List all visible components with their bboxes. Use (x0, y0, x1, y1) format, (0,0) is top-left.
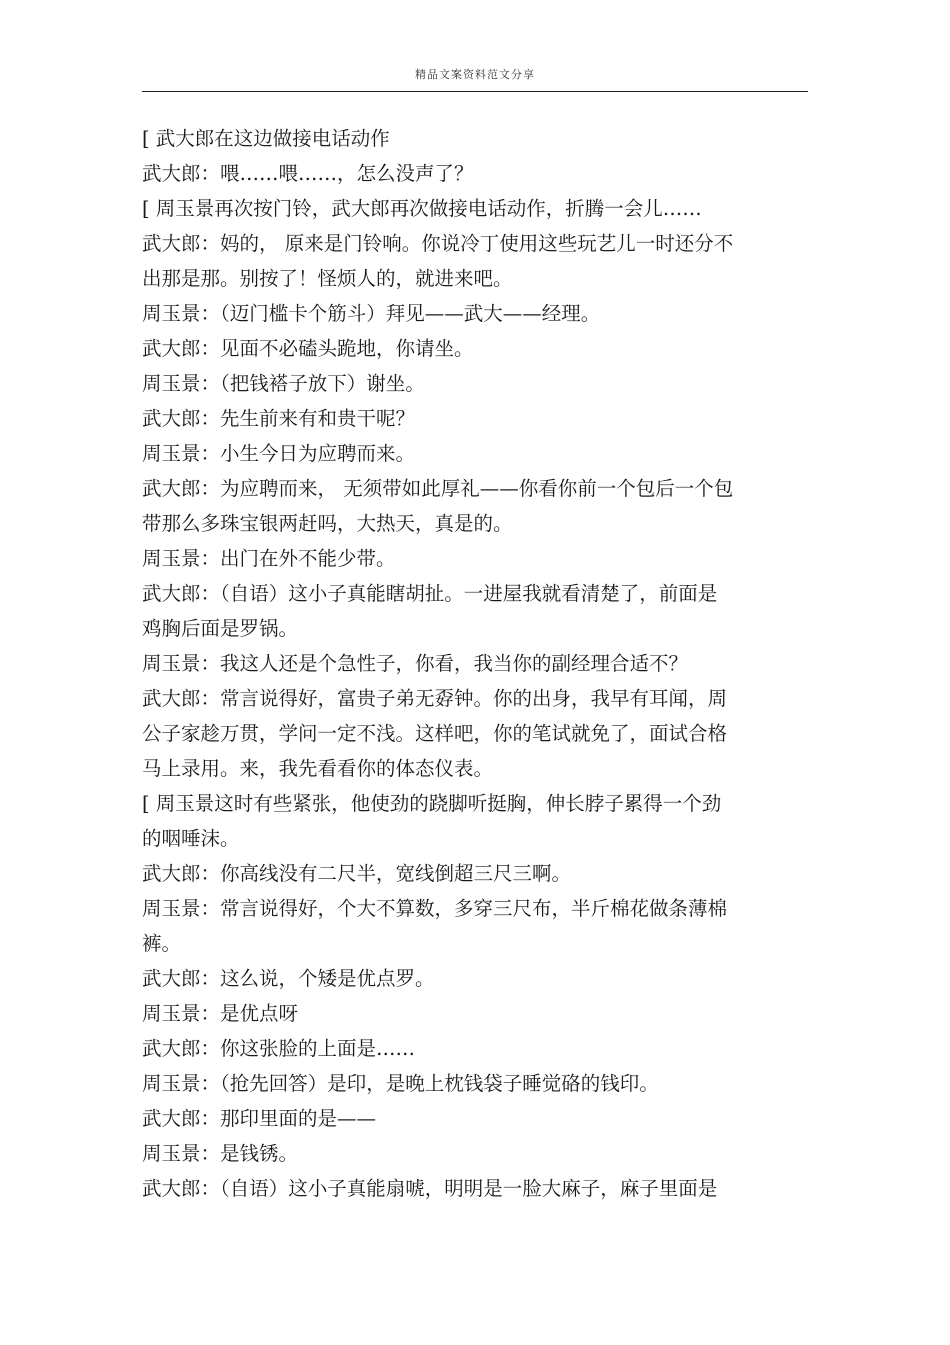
text-line: 周玉景：出门在外不能少带。 (142, 547, 396, 570)
text-line: 武大郎：见面不必磕头跪地，你请坐。 (142, 337, 474, 360)
text-line: 周玉景：我这人还是个急性子，你看，我当你的副经理合适不？ (142, 652, 689, 675)
text-line: 武大郎：这么说，个矮是优点罗。 (142, 967, 435, 990)
text-line: 武大郎：为应聘而来， 无须带如此厚礼——你看你前一个包后一个包 (142, 477, 734, 500)
text-line: 公子家趁万贯，学问一定不浅。这样吧，你的笔试就免了，面试合格 (142, 722, 728, 745)
text-line: 武大郎：（自语）这小子真能扇唬，明明是一脸大麻子，麻子里面是 (142, 1177, 718, 1200)
text-line: 鸡胸后面是罗锅。 (142, 617, 299, 640)
text-line: 周玉景：常言说得好，个大不算数，多穿三尺布，半斤棉花做条薄棉 (142, 897, 728, 920)
text-line: 周玉景：是钱锈。 (142, 1142, 299, 1165)
text-line: 周玉景：（迈门槛卡个筋斗）拜见——武大——经理。 (142, 302, 601, 325)
text-line: 裤。 (142, 932, 182, 955)
text-line: 周玉景：（抢先回答）是印，是晚上枕钱袋子睡觉硌的钱印。 (142, 1072, 659, 1095)
text-line: 武大郎：先生前来有和贵干呢？ (142, 407, 416, 430)
header-divider (142, 91, 808, 92)
text-line: [ 周玉景再次按门铃，武大郎再次做接电话动作，折腾一会儿…… (142, 197, 702, 220)
text-line: 周玉景：（把钱褡子放下）谢坐。 (142, 372, 425, 395)
text-line: 武大郎：那印里面的是—— (142, 1107, 377, 1130)
text-line: 出那是那。别按了！怪烦人的，就进来吧。 (142, 267, 513, 290)
text-line: 周玉景：小生今日为应聘而来。 (142, 442, 416, 465)
text-line: 武大郎：常言说得好，富贵子弟无孬钟。你的出身，我早有耳闻，周 (142, 687, 728, 710)
document-body (142, 121, 782, 1206)
text-line: 带那么多珠宝银两赶吗，大热天，真是的。 (142, 512, 513, 535)
text-line: 武大郎：妈的， 原来是门铃响。你说冷丁使用这些玩艺儿一时还分不 (142, 232, 734, 255)
text-line: 的咽唾沫。 (142, 827, 240, 850)
text-line: 武大郎：你高线没有二尺半，宽线倒超三尺三啊。 (142, 862, 572, 885)
text-line: 武大郎：喂……喂……，怎么没声了？ (142, 162, 474, 185)
text-line: [ 周玉景这时有些紧张，他使劲的跷脚听挺胸，伸长脖子累得一个劲 (142, 792, 722, 815)
text-line: 马上录用。来，我先看看你的体态仪表。 (142, 757, 494, 780)
text-line: 武大郎：你这张脸的上面是…… (142, 1037, 416, 1060)
text-line: 周玉景：是优点呀 (142, 1002, 299, 1025)
text-line: 武大郎：（自语）这小子真能瞎胡扯。一进屋我就看清楚了，前面是 (142, 582, 718, 605)
text-line: [ 武大郎在这边做接电话动作 (142, 127, 390, 150)
page-header: 精品文案资料范文分享 (415, 68, 535, 81)
